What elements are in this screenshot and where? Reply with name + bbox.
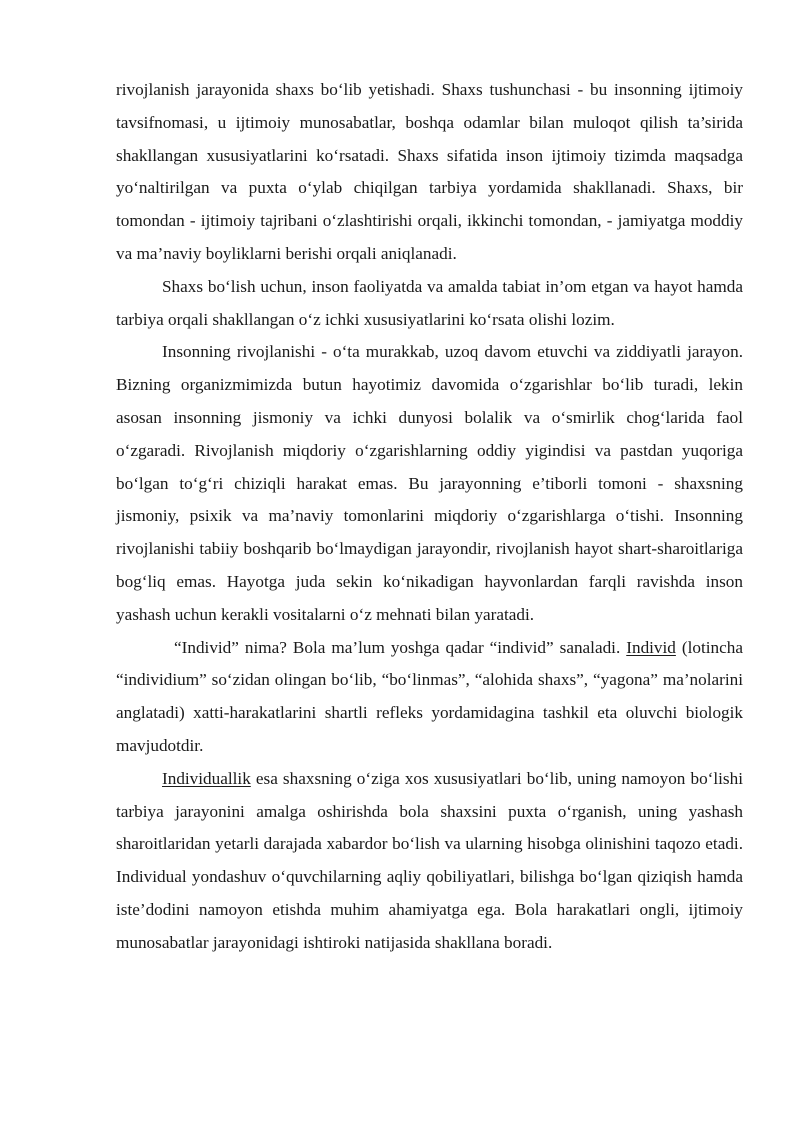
paragraph-shaxs-condition: Shaxs bo‘lish uchun, inson faoliyatda va amalda tabiat in’om etgan va hayot hamda tarbiya orqali shakllangan o‘z ichki xususiyatlarini ko‘rsata olishi lozim. [116,276,743,329]
paragraph-individuallik [116,763,743,960]
paragraph-development: Insonning rivojlanishi - o‘ta murakkab, uzoq davom etuvchi va ziddiyatli jarayon. Bizning organizmimizda butun hayotimiz davomida o‘zgarishlar bo‘lib turadi, lekin asosan insonning jismoniy va ichki dunyosi bolalik va o‘smirlik chog‘larida faol o‘zgaradi. Rivojlanish miqdoriy o‘zgarishlarning oddiy yigindisi va pastdan yuqoriga bo‘lgan to‘g‘ri chiziqli harakat emas. Bu jarayonning e’tiborli tomoni - shaxsning jismoniy, psixik va ma’naviy tomonlarini miqdoriy o‘zgarishlarga o‘tishi. Insonning rivojlanishi tabiiy boshqarib bo‘lmaydigan jarayondir, rivojlanish hayot shart-sharoitlariga bog‘liq emas. Hayotga juda sekin ko‘nikadigan hayvonlardan farqli ravishda inson yashash uchun kerakli vositalarni o‘z mehnati bilan yaratadi. [116,342,743,624]
document-page [116,74,743,960]
paragraph-shaxs-definition: rivojlanish jarayonida shaxs bo‘lib yetishadi. Shaxs tushunchasi - bu insonning ijtimoiy tavsifnomasi, u ijtimoiy munosabatlar, boshqa odamlar bilan muloqot qilish ta’sirida shakllangan xususiyatlarini ko‘rsatadi. Shaxs sifatida inson ijtimoiy tizimda maqsadga yo‘naltirilgan va puxta o‘ylab chiqilgan tarbiya yordamida shakllanadi. Shaxs, bir tomondan - ijtimoiy tajribani o‘zlashtirishi orqali, ikkinchi tomondan, - jamiyatga moddiy va ma’naviy boyliklarni berishi orqali aniqlanadi. [116,80,743,263]
term-individ: Individ [626,637,676,657]
term-individuallik: Individuallik [162,768,251,788]
individuallik-definition-text: esa shaxsning o‘ziga xos xususiyatlari bo‘lib, uning namoyon bo‘lishi tarbiya jarayonini amalga oshirishda bola shaxsini puxta o‘rganish, uning yashash sharoitlaridan yetarli darajada xabardor bo‘lish va ularning hisobga olinishini taqozo etadi. Individual yondashuv o‘quvchilarning aqliy qobiliyatlari, bilishga bo‘lgan qiziqish hamda iste’dodini namoyon etishda muhim ahamiyatga ega. Bola harakatlari ongli, ijtimoiy munosabatlar jarayonidagi ishtiroki natijasida shakllana boradi. [116,768,743,952]
individ-definition-text: (lotincha “individium” so‘zidan olingan bo‘lib, “bo‘linmas”, “alohida shaxs”, “yagona” ma’nolarini anglatadi) xatti-harakatlarini shartli refleks yordamidagina tashkil eta oluvchi biologik mavjudotdir. [116,637,743,755]
paragraph-individ [116,632,743,763]
individ-intro-text: “Individ” nima? Bola ma’lum yoshga qadar “individ” sanaladi. [174,637,627,657]
